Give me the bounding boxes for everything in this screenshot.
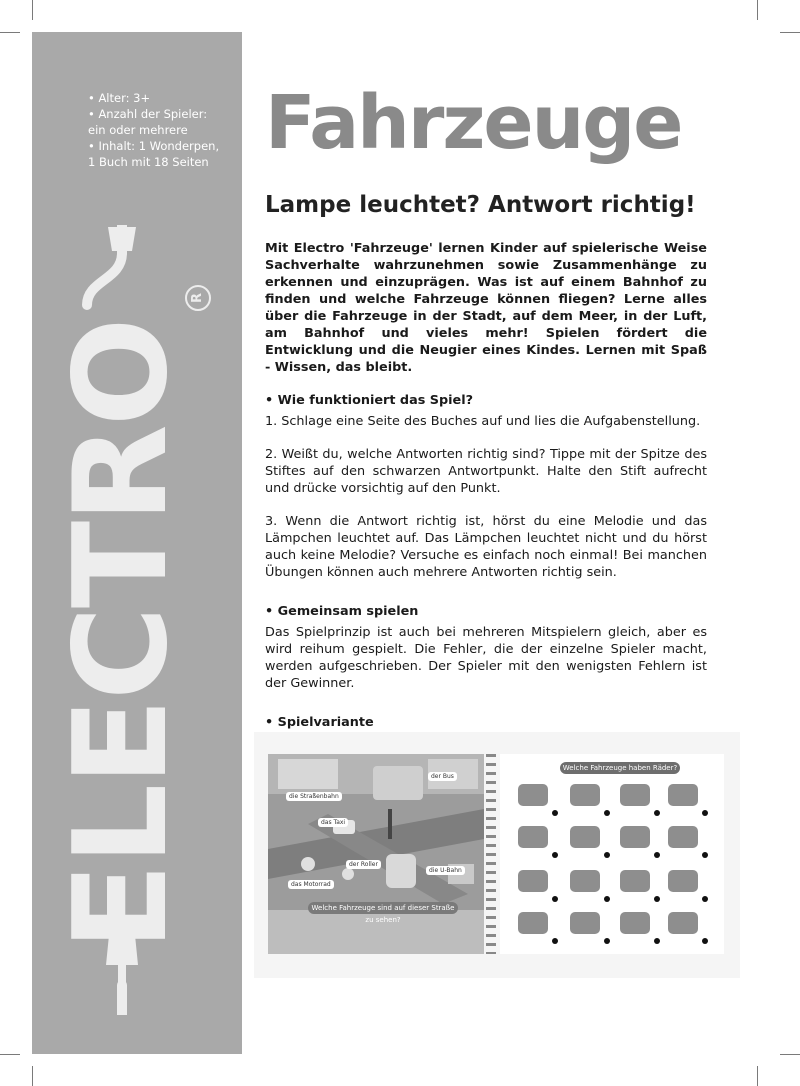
vehicle-boat-icon xyxy=(570,826,600,848)
answer-dot[interactable] xyxy=(552,852,558,858)
crop-mark xyxy=(757,1066,758,1086)
page-subtitle: Lampe leuchtet? Antwort richtig! xyxy=(265,192,696,218)
section-heading: • Wie funktioniert das Spiel? xyxy=(265,393,474,408)
crop-mark xyxy=(757,0,758,20)
crop-mark xyxy=(780,1054,800,1055)
crop-mark xyxy=(780,32,800,33)
scene-label: der Roller xyxy=(346,860,381,869)
vehicle-bulldozer-icon xyxy=(620,870,650,892)
step-text: 2. Weißt du, welche Antworten richtig sind? Tippe mit der Spitze des Stiftes auf den schwarzen Antwortpunkt. Halte den Stift aufrecht und drücke vorsichtig auf den Punkt. xyxy=(265,447,707,496)
answer-dot[interactable] xyxy=(552,896,558,902)
vehicle-helicopter-icon xyxy=(570,784,600,806)
brand-wordmark: ELECTRO xyxy=(47,319,196,951)
section-text: Das Spielprinzip ist auch bei mehreren Mitspielern gleich, aber es wird reihum gespielt. Die Fehler, die der einzelne Spieler macht, werden aufgeschrieben. Der Spieler mit den wenigsten Fehlern ist der Gewinner. xyxy=(265,625,707,691)
crop-mark xyxy=(32,0,33,20)
section-how xyxy=(265,392,707,581)
fact-line: 1 Buch mit 18 Seiten xyxy=(88,155,209,169)
answer-dot[interactable] xyxy=(604,852,610,858)
scene-label: die U-Bahn xyxy=(426,866,465,875)
scene-label: das Motorrad xyxy=(288,880,334,889)
crop-mark xyxy=(0,1054,20,1055)
step-text: 1. Schlage eine Seite des Buches auf und lies die Aufgabenstellung. xyxy=(265,414,701,429)
instructions xyxy=(265,240,707,785)
answer-dot[interactable] xyxy=(654,938,660,944)
answer-dot[interactable] xyxy=(604,810,610,816)
brand-logo xyxy=(47,225,196,1015)
answer-dot[interactable] xyxy=(654,896,660,902)
scene-label: die Straßenbahn xyxy=(286,792,342,801)
spiral-binding xyxy=(486,754,496,954)
vehicle-car-icon xyxy=(668,870,698,892)
skateboard-icon xyxy=(620,826,650,848)
vehicle-tuk-tuk-icon xyxy=(518,826,548,848)
answer-dot[interactable] xyxy=(654,810,660,816)
answer-dot[interactable] xyxy=(702,896,708,902)
section-heading: • Spielvariante xyxy=(265,715,374,730)
fact-line: • Alter: 3+ xyxy=(88,91,151,105)
fact-line: • Anzahl der Spieler: xyxy=(88,107,208,121)
sailboat-icon xyxy=(668,912,698,934)
vehicle-motorbike-icon xyxy=(668,826,698,848)
answer-dot[interactable] xyxy=(702,938,708,944)
crop-mark xyxy=(32,1066,33,1086)
section-heading: • Gemeinsam spielen xyxy=(265,604,419,619)
fact-line: • Inhalt: 1 Wonderpen, xyxy=(88,139,220,153)
intro-paragraph: Mit Electro 'Fahrzeuge' lernen Kinder auf spielerische Weise Sachverhalte wahrzunehmen sowie Zusammenhänge zu erkennen und einzuprägen. Was ist auf einem Bahnhof zu finden und welche Fahrzeuge können fliegen? Lerne alles über die Fahrzeuge in der Stadt, auf dem Meer, in der Luft, am Bahnhof und vieles mehr! Spielen fördert die Entwicklung und die Neugier eines Kindes. Lernen mit Spaß - Wissen, das bleibt. xyxy=(265,241,707,375)
page-title: Fahrzeuge xyxy=(265,80,682,166)
scene-label: das Taxi xyxy=(318,818,348,827)
fact-line: ein oder mehrere xyxy=(88,123,188,137)
vehicle-truck-icon xyxy=(518,784,548,806)
scene-label: der Bus xyxy=(428,772,457,781)
crop-mark xyxy=(0,32,20,33)
section-together xyxy=(265,603,707,692)
vehicle-lorry-icon xyxy=(620,912,650,934)
vehicle-grid-page xyxy=(500,754,724,954)
answer-dot[interactable] xyxy=(604,896,610,902)
answer-dot[interactable] xyxy=(702,852,708,858)
registered-mark: R xyxy=(185,285,211,311)
vehicle-scooter-icon xyxy=(570,870,600,892)
answer-dot[interactable] xyxy=(552,810,558,816)
rocket-icon xyxy=(518,870,548,892)
book-spread-image xyxy=(254,732,740,978)
kick-scooter-icon xyxy=(518,912,548,934)
answer-dot[interactable] xyxy=(604,938,610,944)
left-page-question: Welche Fahrzeuge sind auf dieser Straße zu sehen? xyxy=(308,902,458,914)
answer-dot[interactable] xyxy=(702,810,708,816)
answer-dot[interactable] xyxy=(552,938,558,944)
shopping-cart-icon xyxy=(620,784,650,806)
product-facts xyxy=(88,90,238,170)
right-page-question: Welche Fahrzeuge haben Räder? xyxy=(560,762,680,774)
answer-dot[interactable] xyxy=(654,852,660,858)
street-scene-illustration xyxy=(268,754,484,954)
sled-icon xyxy=(570,912,600,934)
vehicle-plane-icon xyxy=(668,784,698,806)
step-text: 3. Wenn die Antwort richtig ist, hörst du eine Melodie und das Lämpchen leuchtet auf. Das Lämpchen leuchtet nicht und du hörst auch keine Melodie? Versuche es einfach noch einmal! Bei manchen Übungen können auch mehrere Antworten richtig sein. xyxy=(265,514,707,580)
